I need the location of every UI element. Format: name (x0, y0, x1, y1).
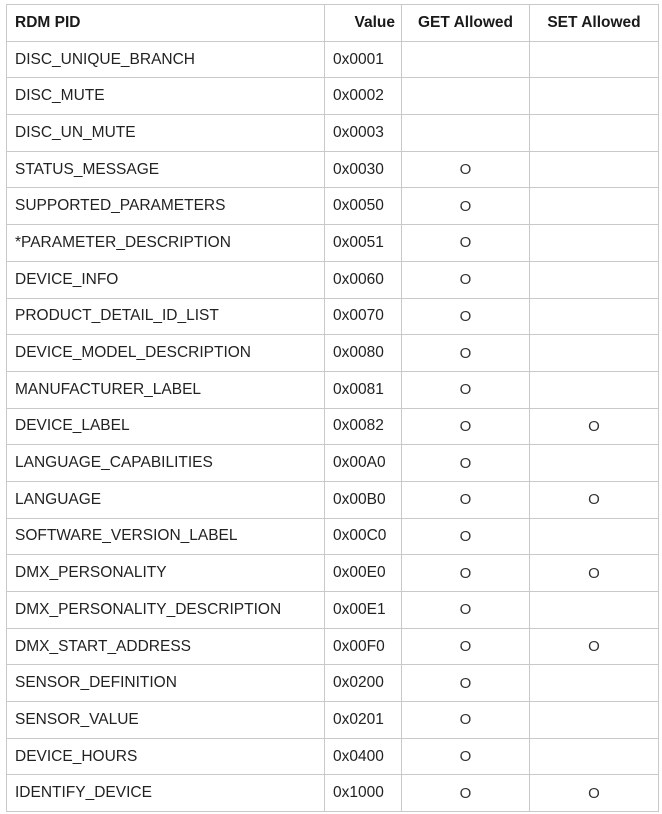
table-row (7, 555, 659, 592)
value-cell: 0x0051 (325, 225, 402, 262)
table-row (7, 188, 659, 225)
pid-cell: DEVICE_INFO (7, 261, 325, 298)
get-allowed-cell: O (402, 555, 530, 592)
get-allowed-cell: O (402, 628, 530, 665)
set-allowed-cell: O (530, 408, 659, 445)
get-allowed-cell: O (402, 738, 530, 775)
set-allowed-cell: O (530, 481, 659, 518)
table-row (7, 298, 659, 335)
set-allowed-cell (530, 41, 659, 78)
value-cell: 0x0200 (325, 665, 402, 702)
table-row (7, 115, 659, 152)
get-allowed-cell: O (402, 188, 530, 225)
pid-cell: SENSOR_VALUE (7, 702, 325, 739)
get-allowed-cell (402, 78, 530, 115)
header-rdm-pid: RDM PID (7, 5, 325, 42)
header-row (7, 5, 659, 42)
pid-cell: DMX_PERSONALITY (7, 555, 325, 592)
value-cell: 0x00A0 (325, 445, 402, 482)
value-cell: 0x0003 (325, 115, 402, 152)
get-allowed-cell: O (402, 408, 530, 445)
value-cell: 0x1000 (325, 775, 402, 812)
pid-cell: DEVICE_HOURS (7, 738, 325, 775)
table-row (7, 592, 659, 629)
set-allowed-cell (530, 592, 659, 629)
pid-cell: STATUS_MESSAGE (7, 151, 325, 188)
pid-cell: PRODUCT_DETAIL_ID_LIST (7, 298, 325, 335)
pid-cell: SOFTWARE_VERSION_LABEL (7, 518, 325, 555)
get-allowed-cell (402, 41, 530, 78)
get-allowed-cell: O (402, 225, 530, 262)
value-cell: 0x0030 (325, 151, 402, 188)
set-allowed-cell (530, 518, 659, 555)
table-row (7, 481, 659, 518)
value-cell: 0x0002 (325, 78, 402, 115)
set-allowed-cell: O (530, 775, 659, 812)
table-row (7, 665, 659, 702)
table-row (7, 225, 659, 262)
get-allowed-cell: O (402, 261, 530, 298)
value-cell: 0x0201 (325, 702, 402, 739)
table-row (7, 775, 659, 812)
table-row (7, 628, 659, 665)
pid-cell: LANGUAGE_CAPABILITIES (7, 445, 325, 482)
table-row (7, 702, 659, 739)
pid-cell: LANGUAGE (7, 481, 325, 518)
get-allowed-cell: O (402, 775, 530, 812)
get-allowed-cell: O (402, 298, 530, 335)
value-cell: 0x00E1 (325, 592, 402, 629)
get-allowed-cell: O (402, 335, 530, 372)
pid-cell: DMX_START_ADDRESS (7, 628, 325, 665)
pid-cell: DEVICE_LABEL (7, 408, 325, 445)
get-allowed-cell: O (402, 481, 530, 518)
set-allowed-cell (530, 665, 659, 702)
pid-cell: DISC_MUTE (7, 78, 325, 115)
table-row (7, 518, 659, 555)
get-allowed-cell (402, 115, 530, 152)
get-allowed-cell: O (402, 371, 530, 408)
set-allowed-cell: O (530, 628, 659, 665)
set-allowed-cell (530, 225, 659, 262)
header-get-allowed: GET Allowed (402, 5, 530, 42)
pid-cell: MANUFACTURER_LABEL (7, 371, 325, 408)
table-row (7, 335, 659, 372)
pid-cell: DEVICE_MODEL_DESCRIPTION (7, 335, 325, 372)
get-allowed-cell: O (402, 518, 530, 555)
pid-cell: DISC_UNIQUE_BRANCH (7, 41, 325, 78)
value-cell: 0x0081 (325, 371, 402, 408)
table-row (7, 445, 659, 482)
pid-cell: DMX_PERSONALITY_DESCRIPTION (7, 592, 325, 629)
table-row (7, 78, 659, 115)
pid-cell: *PARAMETER_DESCRIPTION (7, 225, 325, 262)
set-allowed-cell: O (530, 555, 659, 592)
set-allowed-cell (530, 188, 659, 225)
value-cell: 0x0070 (325, 298, 402, 335)
value-cell: 0x0050 (325, 188, 402, 225)
pid-cell: SUPPORTED_PARAMETERS (7, 188, 325, 225)
set-allowed-cell (530, 298, 659, 335)
get-allowed-cell: O (402, 445, 530, 482)
set-allowed-cell (530, 738, 659, 775)
set-allowed-cell (530, 151, 659, 188)
get-allowed-cell: O (402, 151, 530, 188)
header-value: Value (325, 5, 402, 42)
value-cell: 0x0001 (325, 41, 402, 78)
value-cell: 0x00C0 (325, 518, 402, 555)
set-allowed-cell (530, 78, 659, 115)
set-allowed-cell (530, 261, 659, 298)
header-set-allowed: SET Allowed (530, 5, 659, 42)
table-row (7, 371, 659, 408)
get-allowed-cell: O (402, 592, 530, 629)
value-cell: 0x00F0 (325, 628, 402, 665)
set-allowed-cell (530, 445, 659, 482)
value-cell: 0x00B0 (325, 481, 402, 518)
set-allowed-cell (530, 335, 659, 372)
pid-cell: DISC_UN_MUTE (7, 115, 325, 152)
value-cell: 0x0060 (325, 261, 402, 298)
table-row (7, 151, 659, 188)
set-allowed-cell (530, 371, 659, 408)
get-allowed-cell: O (402, 665, 530, 702)
rdm-pid-table (6, 4, 659, 812)
set-allowed-cell (530, 115, 659, 152)
value-cell: 0x0400 (325, 738, 402, 775)
set-allowed-cell (530, 702, 659, 739)
table-row (7, 261, 659, 298)
pid-cell: SENSOR_DEFINITION (7, 665, 325, 702)
value-cell: 0x00E0 (325, 555, 402, 592)
table-row (7, 738, 659, 775)
pid-cell: IDENTIFY_DEVICE (7, 775, 325, 812)
get-allowed-cell: O (402, 702, 530, 739)
value-cell: 0x0082 (325, 408, 402, 445)
value-cell: 0x0080 (325, 335, 402, 372)
table-body (7, 41, 659, 811)
table-row (7, 41, 659, 78)
table-row (7, 408, 659, 445)
